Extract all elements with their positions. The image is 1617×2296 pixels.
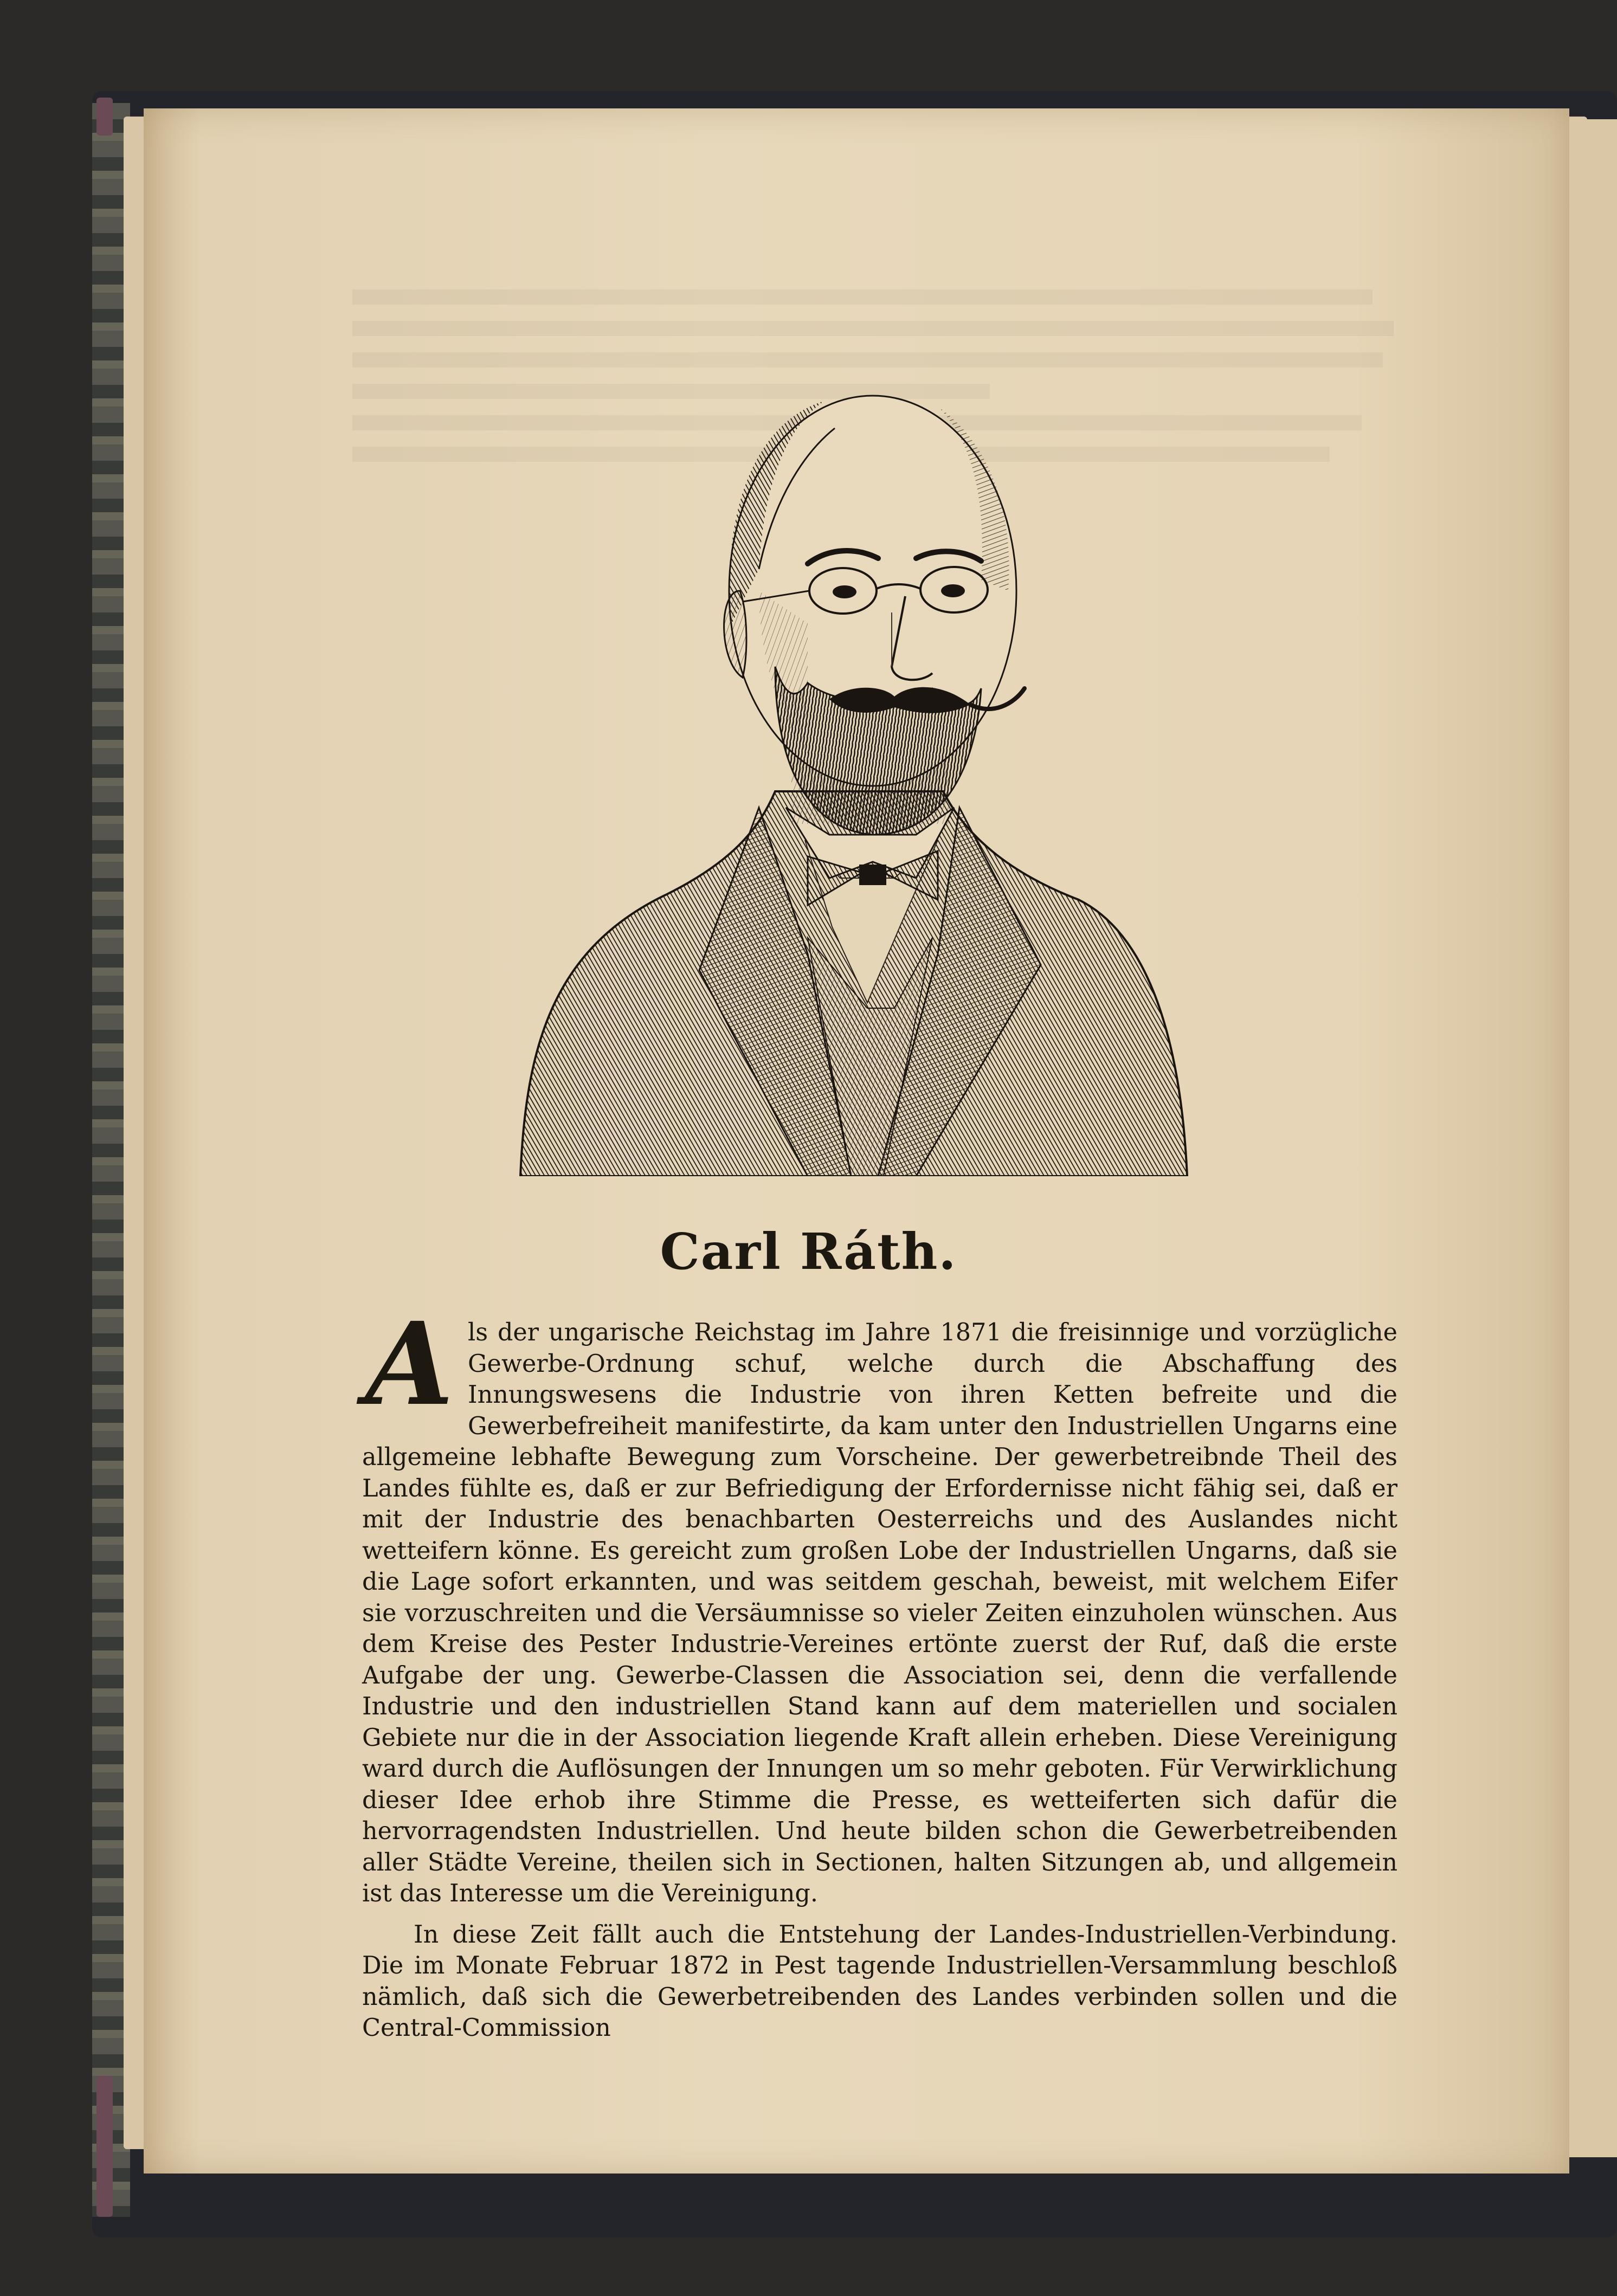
paragraph-2: In diese Zeit fällt auch die Entstehung der Landes-Industriellen-Verbindung. Die im Monate Februar 1872 in Pest tagende Industriellen-Versammlung beschloß nämlich, daß sich die Gewerbetreibenden des Landes verbinden sollen und die Central-Commission	[362, 1920, 1397, 2042]
paragraph-1-text: ls der ungarische Reichstag im Jahre 1871 die freisinnige und vorzügliche Gewerbe-Ordnung schuf, welche durch die Abschaffung des Innungswesens die Industrie von ihren Ketten befreite und die Gewerbefreiheit manifestirte, da kam unter den Industriellen Ungarns eine allgemeine lebhafte Bewegung zum Vorscheine. Der gewerbetreibnde Theil des Landes fühlte es, daß er zur Befriedigung der Erfordernisse nicht fähig sei, daß er mit der Industrie des benachbarten Oesterreichs und des Auslandes nicht wetteifern könne. Es gereicht zum großen Lobe der Industriellen Ungarns, daß sie die Lage sofort erkannten, und was seitdem geschah, beweist, mit welchem Eifer sie vorzuschreiten und die Versäumnisse so vieler Zeiten einzuholen wünschen. Aus dem Kreise des Pester Industrie-Vereines ertönte zuerst der Ruf, daß die erste Aufgabe der ung. Gewerbe-Classen die Association sei, denn die verfallende Industrie und den industriellen Stand kann auf dem materiellen und socialen Gebiete nur die in der Association liegende Kraft allein erheben. Diese Vereinigung ward durch die Auflösungen der Innungen um so mehr geboten. Für Verwirklichung dieser Idee erhob ihre Stimme die Presse, es wetteiferten sich dafür die hervorragendsten Industriellen. Und heute bilden schon die Gewerbetreibenden aller Städte Vereine, theilen sich in Sectionen, halten Sitzungen ab, und allgemein ist das Interesse um die Vereinigung.	[362, 1319, 1397, 1907]
headband-top	[96, 98, 113, 136]
headband-bottom	[96, 2076, 113, 2217]
decorative-initial: A	[365, 1297, 454, 1431]
next-page-edge	[1569, 119, 1617, 2157]
portrait-engraving	[504, 287, 1193, 1176]
article-title: Carl Ráth.	[660, 1222, 957, 1281]
paragraph-1	[362, 1297, 1397, 1910]
article-body	[362, 1297, 1397, 2054]
